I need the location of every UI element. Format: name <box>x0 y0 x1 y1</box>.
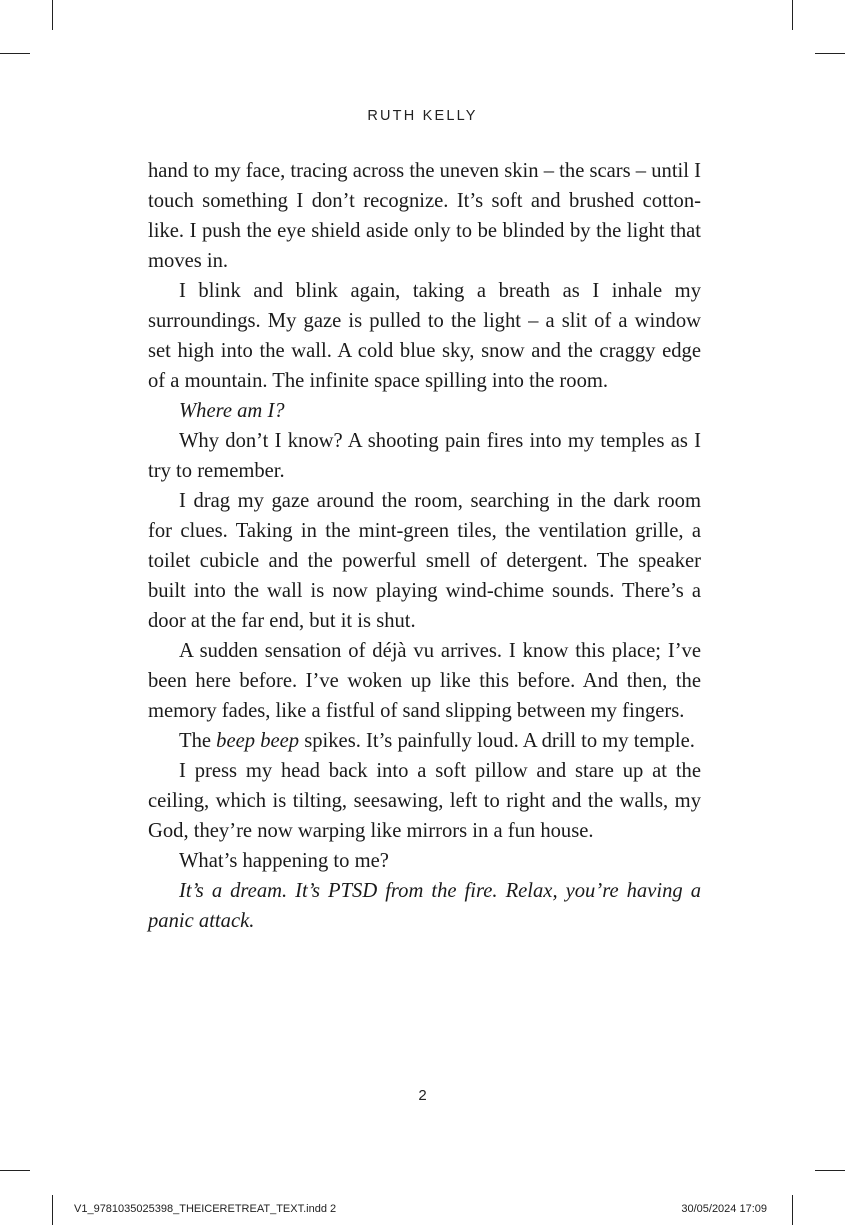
paragraph: What’s happening to me? <box>179 850 389 872</box>
slug-timestamp: 30/05/2024 17:09 <box>681 1203 767 1215</box>
paragraph <box>148 726 701 756</box>
running-head: RUTH KELLY <box>367 108 478 124</box>
paragraph: I blink and blink again, taking a breath as I inhale my surroundings. My gaze is pulled to the light – a slit of a window set high into the wall. A cold blue sky, snow and the craggy edge of a mountain. The infinite space spilling into the room. <box>148 280 701 392</box>
text-run: spikes. It’s painfully loud. A drill to my temple. <box>299 730 695 752</box>
crop-mark <box>792 0 793 30</box>
body-text <box>148 156 701 936</box>
page-number: 2 <box>418 1087 427 1104</box>
paragraph-italic: It’s a dream. It’s PTSD from the fire. Relax, you’re having a panic attack. <box>148 880 701 932</box>
text-run: The <box>179 730 217 752</box>
crop-mark <box>52 0 53 30</box>
paragraph: Why don’t I know? A shooting pain fires into my temples as I try to remember. <box>148 430 701 482</box>
slug-filename: V1_9781035025398_THEICERETREAT_TEXT.indd 2 <box>74 1203 337 1215</box>
crop-mark <box>0 53 30 54</box>
paragraph: I press my head back into a soft pillow and stare up at the ceiling, which is tilting, seesawing, left to right and the walls, my God, they’re now warping like mirrors in a fun house. <box>148 760 701 842</box>
crop-mark <box>0 1170 30 1171</box>
crop-mark <box>52 1195 53 1225</box>
emphasis: beep beep <box>216 730 300 752</box>
paragraph: hand to my face, tracing across the uneven skin – the scars – until I touch something I don’t recognize. It’s soft and brushed cotton-like. I push the eye shield aside only to be blinded by the light that moves in. <box>148 160 702 272</box>
crop-mark <box>815 53 845 54</box>
paragraph: A sudden sensation of déjà vu arrives. I know this place; I’ve been here before. I’ve woken up like this before. And then, the memory fades, like a fistful of sand slipping between my fingers. <box>148 640 701 722</box>
paragraph-italic: Where am I? <box>179 400 285 422</box>
paragraph: I drag my gaze around the room, searching in the dark room for clues. Taking in the mint-green tiles, the ventilation grille, a toilet cubicle and the powerful smell of detergent. The speaker built into the wall is now playing wind-chime sounds. There’s a door at the far end, but it is shut. <box>148 490 701 632</box>
crop-mark <box>792 1195 793 1225</box>
crop-mark <box>815 1170 845 1171</box>
